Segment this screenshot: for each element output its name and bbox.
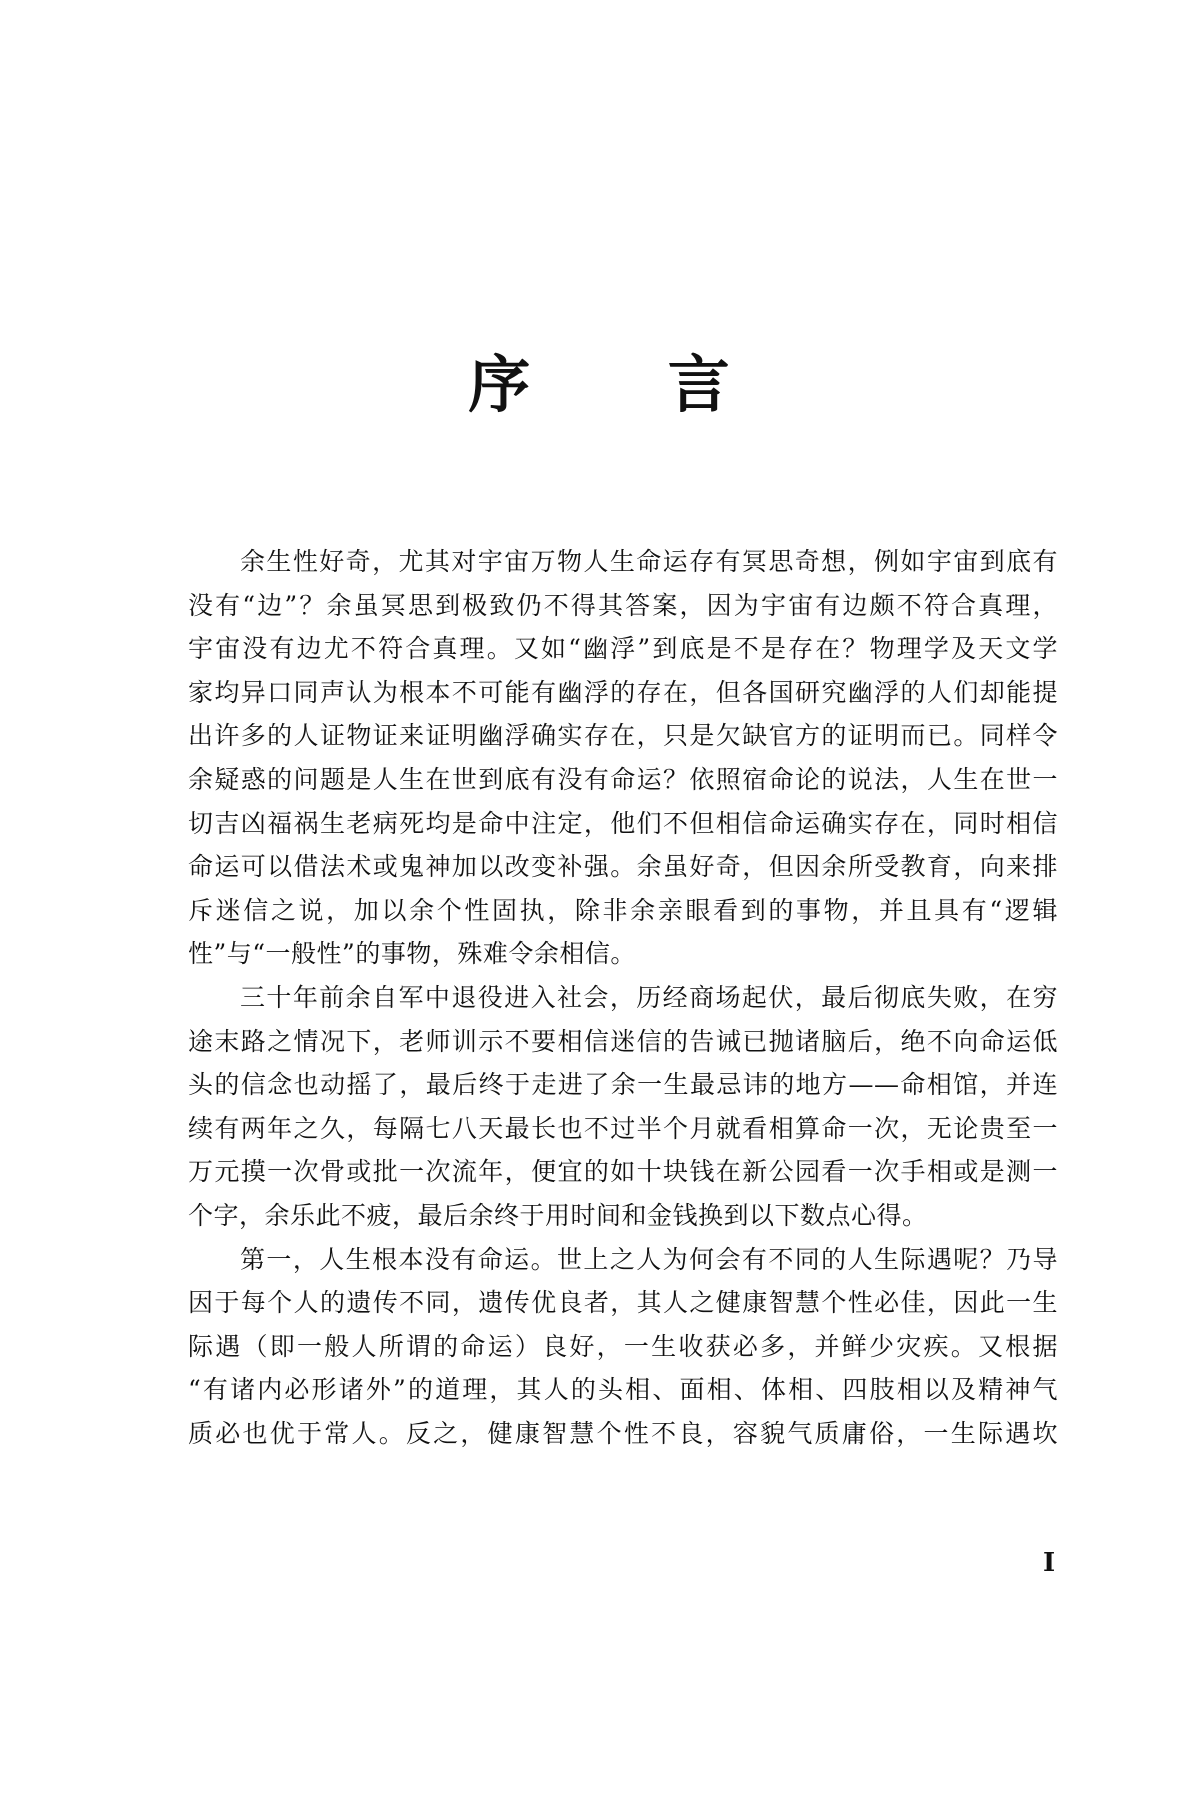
- text-line: 因于每个人的遗传不同，遗传优良者，其人之健康智慧个性必佳，因此一生: [188, 1288, 1058, 1318]
- text-line: 万元摸一次骨或批一次流年，便宜的如十块钱在新公园看一次手相或是测一: [188, 1157, 1058, 1187]
- page-title: 序 言: [468, 348, 788, 421]
- text-line: 命运可以借法术或鬼神加以改变补强。余虽好奇，但因余所受教育，向来排: [188, 852, 1058, 882]
- text-line: 质必也优于常人。反之，健康智慧个性不良，容貌气质庸俗，一生际遇坎: [188, 1418, 1058, 1448]
- preface-body: [188, 540, 1058, 1455]
- text-line: 出许多的人证物证来证明幽浮确实存在，只是欠缺官方的证明而已。同样令: [188, 721, 1058, 751]
- text-line: 第一，人生根本没有命运。世上之人为何会有不同的人生际遇呢？乃导: [240, 1244, 1058, 1274]
- text-line: 没有“边”？余虽冥思到极致仍不得其答案，因为宇宙有边颇不符合真理，: [188, 590, 1058, 620]
- text-line: 家均异口同声认为根本不可能有幽浮的存在，但各国研究幽浮的人们却能提: [188, 677, 1058, 707]
- text-line: 切吉凶福祸生老病死均是命中注定，他们不但相信命运确实存在，同时相信: [188, 808, 1058, 838]
- text-line: 性”与“一般性”的事物，殊难令余相信。: [188, 939, 636, 969]
- text-line: 余疑惑的问题是人生在世到底有没有命运？依照宿命论的说法，人生在世一: [188, 764, 1058, 794]
- text-line: 斥迷信之说，加以余个性固执，除非余亲眼看到的事物，并且具有“逻辑: [188, 895, 1058, 925]
- text-line: 际遇（即一般人所谓的命运）良好，一生收获必多，并鲜少灾疾。又根据: [188, 1331, 1058, 1361]
- text-line: 续有两年之久，每隔七八天最长也不过半个月就看相算命一次，无论贵至一: [188, 1113, 1058, 1143]
- text-line: 个字，余乐此不疲，最后余终于用时间和金钱换到以下数点心得。: [188, 1200, 928, 1230]
- text-line: 三十年前余自军中退役进入社会，历经商场起伏，最后彻底失败，在穷: [240, 982, 1058, 1012]
- text-line: 余生性好奇，尤其对宇宙万物人生命运存有冥思奇想，例如宇宙到底有: [240, 547, 1058, 576]
- text-line: 头的信念也动摇了，最后终于走进了余一生最忌讳的地方——命相馆，并连: [188, 1070, 1058, 1100]
- text-line: 途末路之情况下，老师训示不要相信迷信的告诫已抛诸脑后，绝不向命运低: [188, 1026, 1058, 1056]
- text-line: “有诸内必形诸外”的道理，其人的头相、面相、体相、四肢相以及精神气: [188, 1375, 1058, 1405]
- text-line: 宇宙没有边尤不符合真理。又如“幽浮”到底是不是存在？物理学及天文学: [188, 634, 1058, 664]
- page-number: I: [1043, 1548, 1056, 1578]
